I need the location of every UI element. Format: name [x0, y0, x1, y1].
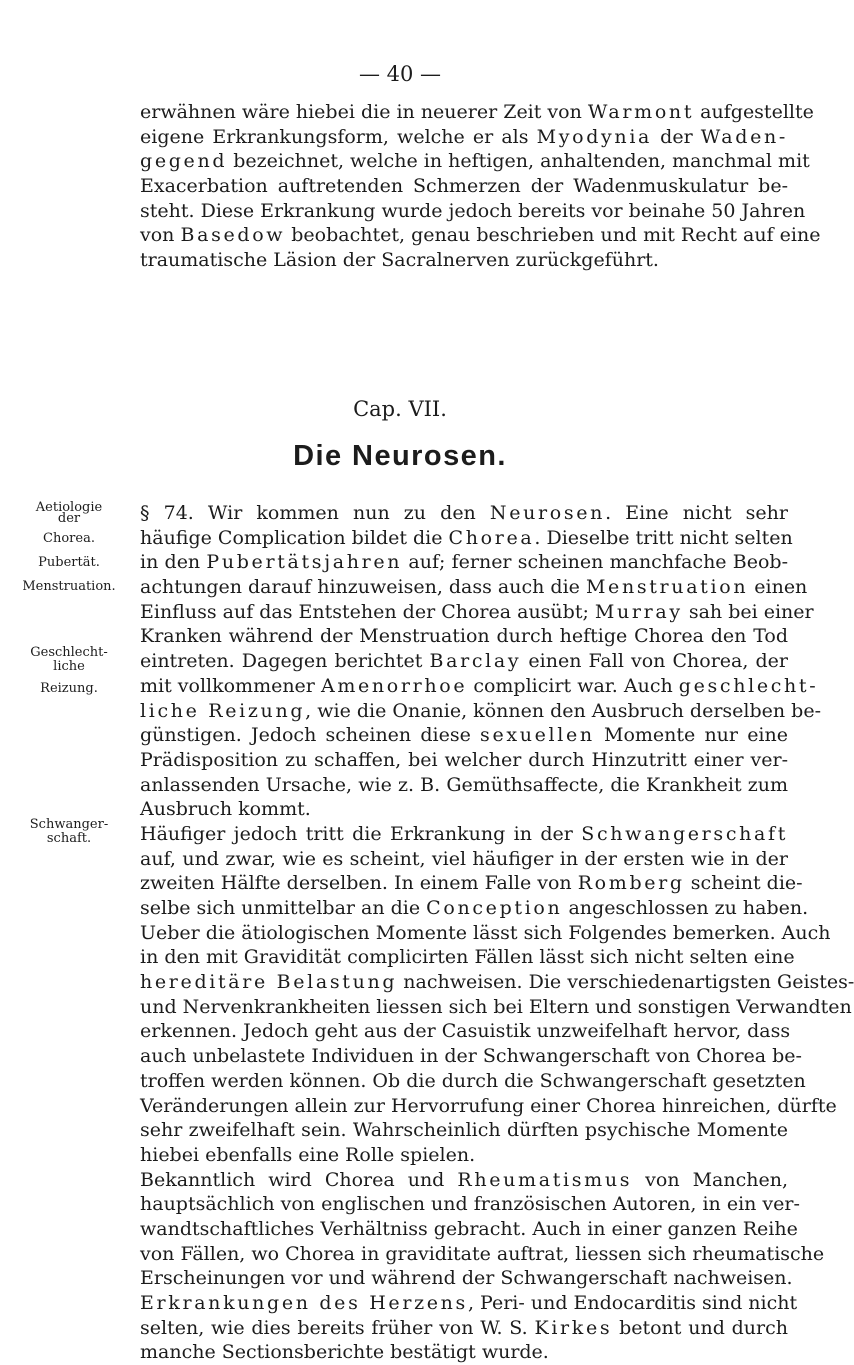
- margin-note-line: Geschlecht-: [30, 645, 108, 660]
- text-line: [140, 748, 788, 773]
- text-run: troffen werden können. Ob die durch die Schwangerschaft gesetzten: [140, 1069, 806, 1092]
- text-line: [140, 970, 854, 995]
- margin-note-aetiologie: [2, 501, 136, 594]
- text-run: und Nervenkrankheiten liessen sich bei Eltern und sonstigen Verwandten: [140, 995, 852, 1018]
- text-run: Veränderungen allein zur Hervorrufung einer Chorea hinreichen, dürfte: [140, 1094, 837, 1117]
- emphasized-term: gegend: [140, 150, 228, 173]
- text-line: [140, 1340, 788, 1365]
- emphasized-term: Rheumatismus: [457, 1168, 633, 1191]
- emphasized-term: Murray: [594, 600, 683, 623]
- text-run: sah bei einer: [682, 600, 814, 623]
- emphasized-term: geschlecht-: [678, 674, 819, 697]
- emphasized-term: hereditäre Belastung: [140, 971, 398, 994]
- text-run: wandtschaftliches Verhältniss gebracht. Auch in einer ganzen Reihe: [140, 1217, 798, 1240]
- margin-note-line: schaft.: [46, 831, 92, 846]
- text-run: einen: [748, 576, 808, 599]
- text-run: anlassenden Ursache, wie z. B. Gemüthsaffecte, die Krankheit zum: [140, 773, 788, 796]
- text-run: Erscheinungen vor und während der Schwangerschaft nachweisen.: [140, 1267, 793, 1290]
- text-run: aufgestellte: [694, 101, 814, 123]
- text-run: selbe sich unmittelbar an die: [140, 897, 427, 919]
- text-run: auf; ferner scheinen manchfache Beob-: [402, 551, 788, 574]
- text-run: von: [140, 224, 181, 247]
- emphasized-term: Warmont: [587, 101, 695, 123]
- text-line: [140, 1044, 802, 1069]
- text-line: [140, 100, 814, 125]
- margin-note-line: der: [57, 511, 81, 526]
- text-line: [140, 1143, 788, 1168]
- text-line: [140, 1242, 825, 1267]
- text-run: in den: [140, 551, 207, 574]
- text-run: angeschlossen zu haben.: [562, 897, 809, 919]
- page-number: — 40 —: [358, 62, 442, 86]
- text-line: [140, 723, 788, 748]
- text-line: [140, 773, 788, 798]
- text-run: Exacerbation auftretenden Schmerzen der Wadenmuskulatur be-: [140, 175, 788, 198]
- text-run: steht. Diese Erkrankung wurde jedoch bereits vor beinahe 50 Jahren: [140, 199, 806, 222]
- text-run: hiebei ebenfalls eine Rolle spielen.: [140, 1143, 476, 1166]
- margin-note-line: Pubertät.: [38, 555, 100, 570]
- text-line: [140, 1094, 837, 1119]
- text-run: manche Sectionsberichte bestätigt wurde.: [140, 1341, 549, 1364]
- text-run: . Dieselbe tritt nicht selten: [534, 526, 793, 549]
- intro-paragraph: [140, 100, 821, 273]
- emphasized-term: Amenorrhoe: [320, 674, 468, 697]
- margin-note-line: Menstruation.: [22, 579, 116, 594]
- text-run: erkennen. Jedoch geht aus der Casuistik unzweifelhaft hervor, dass: [140, 1020, 791, 1043]
- text-run: betont und durch: [612, 1316, 788, 1339]
- text-line: [140, 526, 793, 551]
- text-line: [140, 896, 809, 921]
- text-run: , wie die Onanie, können den Ausbruch derselben be-: [305, 699, 821, 722]
- margin-note-line: liche: [53, 659, 85, 674]
- emphasized-term: Neurosen: [489, 502, 606, 524]
- text-line: [140, 921, 831, 946]
- emphasized-term: Menstruation: [585, 576, 749, 599]
- text-run: nachweisen. Die verschiedenartigsten Geistes-: [397, 971, 854, 994]
- text-line: [140, 699, 821, 724]
- text-line: [140, 1217, 798, 1242]
- text-run: eigene Erkrankungsform, welche er als: [140, 125, 537, 148]
- text-line: [140, 550, 788, 575]
- text-line: [140, 945, 795, 970]
- margin-note-line: Schwanger-: [29, 817, 109, 832]
- emphasized-term: Pubertätsjahren: [206, 551, 403, 574]
- text-run: traumatische Läsion der Sacralnerven zurückgeführt.: [140, 249, 659, 272]
- text-line: [140, 995, 852, 1020]
- emphasized-term: Romberg: [577, 872, 685, 895]
- emphasized-term: Basedow: [180, 224, 286, 247]
- emphasized-term: liche Reizung: [140, 699, 306, 722]
- emphasized-term: Kirkes: [534, 1316, 613, 1339]
- emphasized-term: Chorea: [448, 526, 535, 549]
- text-run: Ausbruch kommt.: [140, 798, 311, 821]
- emphasized-term: Waden-: [700, 125, 788, 148]
- text-run: Momente nur eine: [594, 724, 788, 747]
- text-run: hauptsächlich von englischen und französischen Autoren, in ein ver-: [140, 1193, 800, 1216]
- text-run: von Manchen,: [632, 1168, 789, 1191]
- text-line: [140, 223, 821, 248]
- text-run: mit vollkommener: [140, 674, 321, 697]
- text-line: [140, 1069, 806, 1094]
- text-run: einen Fall von Chorea, der: [521, 650, 788, 673]
- text-line: [140, 624, 788, 649]
- text-run: . Eine nicht sehr: [605, 502, 788, 524]
- text-run: Häufiger jedoch tritt die Erkrankung in der: [140, 822, 582, 845]
- text-line: [140, 575, 808, 600]
- margin-note-geschlechtliche-reizung: [2, 646, 136, 696]
- text-line: [140, 1168, 788, 1193]
- text-run: der: [652, 125, 701, 148]
- text-line: [140, 1266, 793, 1291]
- text-run: in den mit Gravidität complicirten Fällen lässt sich nicht selten eine: [140, 946, 795, 969]
- emphasized-term: Erkrankungen des Herzens: [140, 1292, 468, 1314]
- text-line: [140, 674, 819, 699]
- text-line: [140, 822, 788, 847]
- text-run: von Fällen, wo Chorea in graviditate auftrat, liessen sich rheumatische: [140, 1242, 825, 1265]
- text-line: [140, 248, 788, 273]
- text-line: [140, 871, 803, 896]
- text-run: achtungen darauf hinzuweisen, dass auch die: [140, 576, 586, 599]
- text-run: häufige Complication bildet die: [140, 526, 449, 549]
- text-line: [140, 1316, 788, 1341]
- section-74-body: [140, 501, 854, 1365]
- text-run: bezeichnet, welche in heftigen, anhaltenden, manchmal mit: [227, 150, 810, 173]
- text-run: complicirt war. Auch: [467, 674, 679, 697]
- margin-note-line: Reizung.: [40, 681, 98, 696]
- text-line: [140, 1192, 800, 1217]
- text-run: Ueber die ätiologischen Momente lässt sich Folgendes bemerken. Auch: [140, 921, 831, 944]
- text-run: auch unbelastete Individuen in der Schwangerschaft von Chorea be-: [140, 1045, 802, 1068]
- text-run: § 74. Wir kommen nun zu den: [140, 502, 490, 524]
- text-line: [140, 199, 806, 224]
- text-run: beobachtet, genau beschrieben und mit Recht auf eine: [285, 224, 821, 247]
- text-line: [140, 600, 814, 625]
- text-run: selten, wie dies bereits früher von W. S.: [140, 1316, 535, 1339]
- text-run: scheint die-: [684, 872, 803, 895]
- text-run: Einfluss auf das Entstehen der Chorea ausübt;: [140, 600, 595, 623]
- text-run: Kranken während der Menstruation durch heftige Chorea den Tod: [140, 625, 788, 648]
- text-run: Bekanntlich wird Chorea und: [140, 1168, 458, 1191]
- text-line: [140, 649, 788, 674]
- text-line: [140, 1019, 791, 1044]
- text-run: zweiten Hälfte derselben. In einem Falle von: [140, 872, 578, 895]
- text-run: sehr zweifelhaft sein. Wahrscheinlich dürften psychische Momente: [140, 1119, 788, 1142]
- margin-note-line: Chorea.: [43, 531, 95, 546]
- emphasized-term: Myodynia: [536, 125, 653, 148]
- text-line: [140, 1291, 798, 1316]
- text-line: [140, 797, 788, 822]
- text-run: erwähnen wäre hiebei die in neuerer Zeit von: [140, 101, 588, 123]
- text-line: [140, 125, 788, 150]
- emphasized-term: Schwangerschaft: [581, 822, 788, 845]
- text-line: [140, 847, 788, 872]
- text-run: , Peri- und Endocarditis sind nicht: [467, 1292, 798, 1314]
- emphasized-term: Conception: [426, 897, 563, 919]
- margin-note-line: Aetiologie: [35, 500, 103, 515]
- margin-note-schwangerschaft: [2, 818, 136, 846]
- chapter-label: Cap. VII.: [353, 397, 447, 421]
- chapter-title: Die Neurosen.: [293, 440, 507, 472]
- text-line: [140, 501, 788, 526]
- text-line: [140, 174, 788, 199]
- text-line: [140, 149, 810, 174]
- text-run: eintreten. Dagegen berichtet: [140, 650, 430, 673]
- emphasized-term: sexuellen: [480, 724, 595, 747]
- text-run: günstigen. Jedoch scheinen diese: [140, 724, 481, 747]
- text-line: [140, 1118, 788, 1143]
- text-run: Prädisposition zu schaffen, bei welcher durch Hinzutritt einer ver-: [140, 748, 788, 771]
- emphasized-term: Barclay: [429, 650, 522, 673]
- text-run: auf, und zwar, wie es scheint, viel häufiger in der ersten wie in der: [140, 847, 788, 870]
